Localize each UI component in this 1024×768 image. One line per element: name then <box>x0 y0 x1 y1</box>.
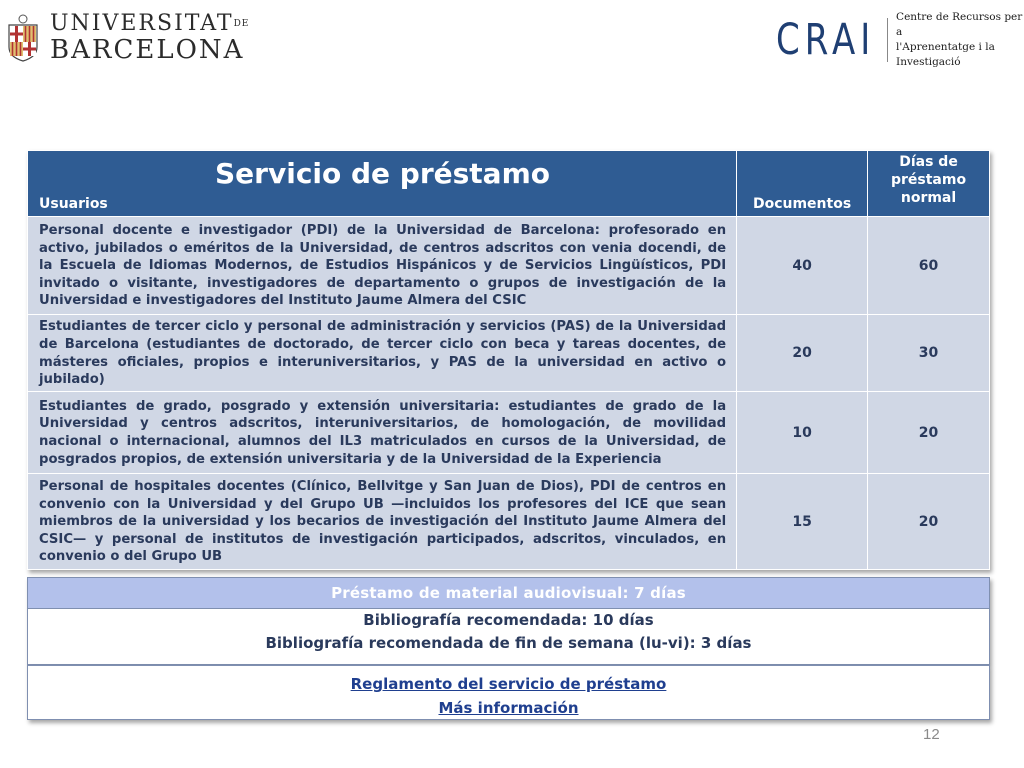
audiovisual-heading: Préstamo de material audiovisual: 7 días <box>28 578 989 609</box>
recommended-bibliography-line: Bibliografía recomendada: 10 días <box>363 611 654 629</box>
ub-wordmark-suffix: DE <box>233 19 250 29</box>
table-row <box>28 474 990 570</box>
crai-desc-line2: l'Aprenentatge i la Investigació <box>896 41 995 68</box>
weekend-bibliography-line: Bibliografía recomendada de fin de semana (lu-vi): 3 días <box>265 634 752 652</box>
column-header-documents: Documentos <box>737 151 868 217</box>
column-header-users: Usuarios <box>39 196 108 212</box>
row-days-cell: 20 <box>868 474 990 570</box>
regulation-link[interactable]: Reglamento del servicio de préstamo <box>350 675 667 693</box>
table-title: Servicio de préstamo <box>215 157 550 190</box>
university-shield-icon <box>6 13 40 63</box>
page-number: 12 <box>923 726 940 743</box>
row-days-cell: 60 <box>868 217 990 315</box>
crai-description <box>896 10 1024 70</box>
table-row <box>28 315 990 392</box>
loan-service-table <box>27 150 990 570</box>
row-users-cell: Estudiantes de tercer ciclo y personal de administración y servicios (PAS) de la Universidad de Barcelona (estudiantes de doctorado, de tercer ciclo con beca y tareas docentes, de másteres oficiales, propios e interuniversitarios, y PAS de la universidad en activo o jubilado) <box>28 315 737 392</box>
row-documents-cell: 20 <box>737 315 868 392</box>
crai-divider <box>887 18 888 62</box>
row-users-cell: Personal docente e investigador (PDI) de la Universidad de Barcelona: profesorado en activo, jubilados o eméritos de la Universidad, de centros adscritos con venia docendi, de la Escuela de Idiomas Modernos, de Estudios Hispánicos y de Servicios Lingüísticos, PDI invitado o visitante, investigadores de departamento o grupos de investigación de la Universidad e investigadores del Instituto Jaume Almera del CSIC <box>28 217 737 315</box>
table-header-row <box>28 151 990 217</box>
crai-logo <box>776 11 1024 68</box>
ub-wordmark <box>50 13 249 63</box>
row-days-cell: 20 <box>868 392 990 474</box>
crai-desc-line1: Centre de Recursos per a <box>896 11 1023 38</box>
row-documents-cell: 15 <box>737 474 868 570</box>
column-header-days <box>868 151 990 217</box>
more-info-link[interactable]: Más información <box>438 699 579 717</box>
header-users-cell <box>28 151 737 217</box>
row-users-cell: Estudiantes de grado, posgrado y extensión universitaria: estudiantes de grado de la Universidad y centros adscritos, interuniversitarios, de homologación, de movilidad nacional o internacional, alumnos del IL3 matriculados en cursos de la Universidad, de posgrados propios, de extensión universitaria y de la Universidad de la Experiencia <box>28 392 737 474</box>
row-documents-cell: 40 <box>737 217 868 315</box>
ub-wordmark-line1: UNIVERSITAT <box>50 11 234 36</box>
row-days-cell: 30 <box>868 315 990 392</box>
crai-mark: CRAI <box>776 15 876 65</box>
column-header-days-line3: normal <box>900 190 957 206</box>
table-row <box>28 217 990 315</box>
row-users-cell: Personal de hospitales docentes (Clínico, Bellvitge y San Juan de Dios), PDI de centros en convenio con la Universidad y del Grupo UB —incluidos los profesores del ICE que sean miembros de la universidad y los becarios de investigación del Instituto Jaume Almera del CSIC— y personal de institutos de investigación participados, adscritos, vinculados, en convenio o del Grupo UB <box>28 474 737 570</box>
row-documents-cell: 10 <box>737 392 868 474</box>
column-header-days-line1: Días de <box>899 154 958 170</box>
column-header-days-line2: préstamo <box>890 172 967 188</box>
table-row <box>28 392 990 474</box>
ub-logo <box>6 10 249 66</box>
audiovisual-loan-box <box>27 577 990 665</box>
links-box <box>27 665 990 720</box>
ub-wordmark-line2: BARCELONA <box>50 35 245 65</box>
